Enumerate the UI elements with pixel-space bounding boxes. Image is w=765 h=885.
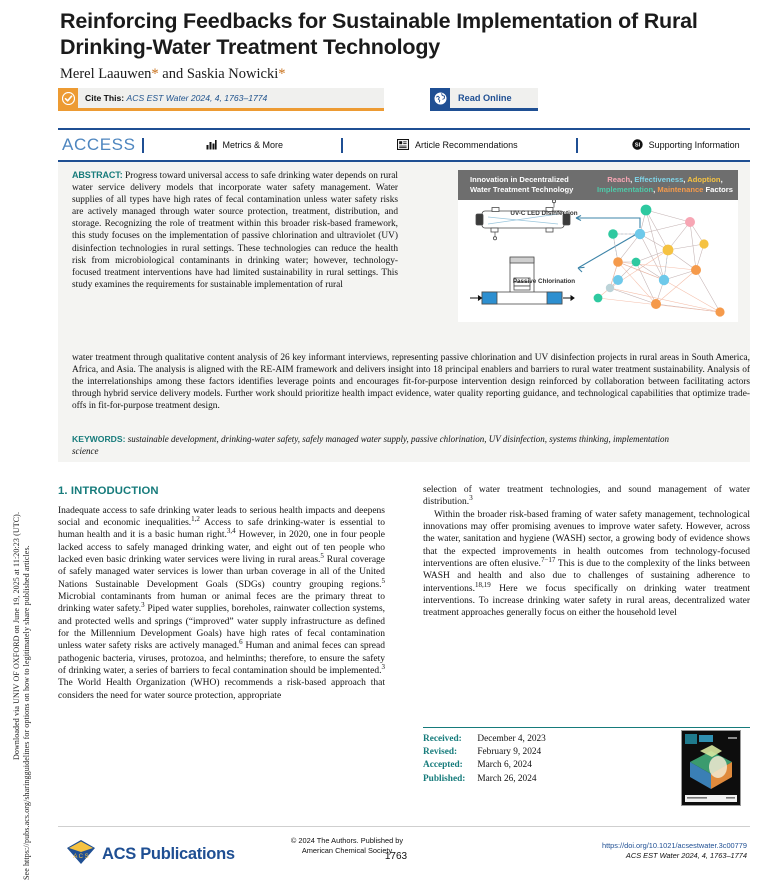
article-recommendations-link[interactable] xyxy=(397,139,518,152)
node-maintenance xyxy=(613,257,623,267)
date-row xyxy=(423,759,546,772)
abstract-left-column xyxy=(72,170,398,291)
divider xyxy=(142,138,144,153)
figure-caption-uv: UV-C LED Disinfection xyxy=(510,210,578,217)
keywords-text: sustainable development, drinking-water safety, safely managed water supply, passive chlorination, UV disinfection, systems thinking, implementation science xyxy=(72,434,669,456)
copyright-line-2: American Chemical Society xyxy=(301,845,393,855)
paragraph: Within the broader risk-based framing of water safety management, technological innovations may offer promising avenues to improve water safety. However, across the water, sanitation and hygiene (WASH) sector, a growing body of evidence shows that the expected improvements in health outcomes from technology-focused interventions are often elusive.$^{7-17}$ This is due to the complexity of the links between WASH and health and also due to challenges of sustaining adherence to interventions.$^{18,19}$ Here we focus specifically on drinking water treatment interventions. To increase drinking water safety in rural areas, decentralized water treatment approaches generally focus on either the household level xyxy=(423,509,750,619)
node-implementation-2 xyxy=(608,229,618,239)
publication-dates xyxy=(423,733,546,786)
metrics-and-more-label: Metrics & More xyxy=(222,140,284,150)
author-list xyxy=(60,66,750,83)
figure-body xyxy=(458,200,738,322)
cite-this-label: Cite This: xyxy=(85,93,125,103)
node-reach xyxy=(685,217,695,227)
supporting-information-link[interactable] xyxy=(632,139,740,152)
node-effectiveness-3 xyxy=(613,275,623,285)
dates-divider xyxy=(423,727,750,728)
reaim-line2: Implementation, Maintenance Factors xyxy=(597,185,733,195)
node-adoption xyxy=(699,239,708,248)
date-label: Accepted: xyxy=(423,760,463,771)
date-label: Revised: xyxy=(423,747,458,758)
cite-reference[interactable]: ACS EST Water 2024, 4, 1763–1774 xyxy=(126,93,268,103)
node-neutral xyxy=(606,284,614,292)
figure-header-left: Innovation in Decentralized Water Treatment Technology xyxy=(470,175,574,195)
node-maintenance-4 xyxy=(715,307,724,316)
date-row xyxy=(423,773,546,786)
supporting-information-label: Supporting Information xyxy=(648,140,740,150)
copyright-line-1: © 2024 The Authors. Published by xyxy=(290,836,404,845)
access-label: ACCESS xyxy=(62,135,136,154)
body-column-right xyxy=(423,484,750,620)
download-note: Downloaded via UNIV OF OXFORD on June 19, 2025 at 11:20:23 (UTC). xyxy=(12,511,21,760)
paragraph: Inadequate access to safe drinking water leads to serious health impacts and deepens social and economic inequalities.$^{1,2}$ Access to safe drinking-water is essential to human health and it is a basic human right.$^{3,4}$ However, in 2020, one in four people lacked access to safely managed drinking water, and eight out of ten people who lacked even basic drinking water services were living in rural areas.$^5$ Rural coverage of safely managed water services is lower than urban coverage in all of the United Nations Sustainable Development Goals (SDGs) country grouping regions.$^5$ Microbial contaminants from human or animal feces are the primary threat to drinking water safety.$^3$ Piped water supplies, boreholes, rainwater collection systems, and protected wells and springs (“improved” water supply infrastructure as defined for the Millennium Development Goals) have high rates of fecal contamination unless water safety risks are actively managed.$^6$ Human and animal feces can spread pathogenic bacteria, viruses, protozoa, and helminths; therefore, to ensure the safety of drinking water, a series of barriers to fecal contamination should be implemented.$^3$ The World Health Organization (WHO) recommends a risk-based approach that considers the need for water source protection, appropriate xyxy=(58,505,386,701)
cite-this-text xyxy=(85,93,267,103)
paragraph: selection of water treatment technologies, and sound management of water distribution.$^3$ xyxy=(423,485,750,508)
node-effectiveness-2 xyxy=(659,275,669,285)
journal-citation: ACS EST Water 2024, 4, 1763–1774 xyxy=(625,851,747,861)
doi-link[interactable]: https://doi.org/10.1021/acsestwater.3c00779 xyxy=(601,841,747,850)
footer-divider xyxy=(58,826,750,827)
date-value: February 9, 2024 xyxy=(477,747,542,758)
date-value: December 4, 2023 xyxy=(477,734,546,744)
doi-block xyxy=(602,841,747,861)
node-implementation-3 xyxy=(632,258,641,267)
keywords-block xyxy=(72,434,672,457)
article-page xyxy=(36,0,765,885)
figure-caption-passive: Passive Chlorination xyxy=(512,278,576,285)
article-recommendations-label: Article Recommendations xyxy=(415,140,518,150)
si-circle-icon xyxy=(632,139,643,152)
date-row xyxy=(423,746,546,759)
abstract-panel xyxy=(58,162,750,462)
article-list-icon xyxy=(397,139,409,152)
figure-header-right xyxy=(594,175,736,195)
node-maintenance-3 xyxy=(651,299,661,309)
read-online-button[interactable] xyxy=(430,88,538,111)
node-implementation-4 xyxy=(594,294,603,303)
date-row xyxy=(423,733,546,746)
bar-chart-icon xyxy=(206,139,217,152)
node-effectiveness xyxy=(635,229,645,239)
body-column-left xyxy=(58,484,385,702)
author-names: Merel Laauwen* and Saskia Nowicki* xyxy=(60,66,286,82)
read-online-label: Read Online xyxy=(458,93,512,103)
acs-publications-label: ACS Publications xyxy=(102,845,235,863)
abstract-full-width: water treatment through qualitative content analysis of 26 key informant interviews, representing passive chlorination and UV disinfection projects in rural areas in South America, Africa, and Asia. The analysis is aligned with the RE-AIM framework and delivers insight into 18 principal enablers and barriers to rural water treatment sustainability. Analysis of the interrelationships among these factors identifies leverage points and encourages fit-for-purpose intervention design reinforced by collaboration between facilitating actors through hybrid service delivery models. Further work should prioritize health impact evidence, water quality reporting guidance, and technological capabilities that optimize trade-offs in fit-for-purpose treatment design. xyxy=(72,353,750,412)
access-bar xyxy=(58,128,750,162)
sharing-note: See https://pubs.acs.org/sharingguidelines for options on how to legitimately share published articles. xyxy=(22,545,31,880)
page-number: 1763 xyxy=(384,851,408,862)
figure-illustration xyxy=(458,200,738,322)
cite-this-bar[interactable] xyxy=(58,88,384,111)
graphical-abstract xyxy=(458,170,738,322)
globe-icon xyxy=(430,88,450,108)
journal-cover-thumbnail xyxy=(681,730,741,806)
date-label: Published: xyxy=(423,773,466,784)
node-adoption-2 xyxy=(663,245,674,256)
abstract-text-part1: Progress toward universal access to safe drinking water depends on rural water service delivery models that incorporate water safety management. Water supplies of all types have high rates of fecal contamination unless water safety risks are actively managed through water source protection, treatment, distribution, and storage. Recognizing the role of treatment within this broader risk-based framework, this study focuses on the implementation of passive chlorination and ultraviolet (UV) disinfection technologies in rural settings. These technologies can reduce the health risk from microbiological contaminants in drinking water; however, technology-focused treatment interventions have had limited sustainability in rural settings. This study examines the requirements for sustainable implementation of rural xyxy=(72,171,398,290)
divider xyxy=(341,138,343,153)
node-maintenance-2 xyxy=(691,265,701,275)
page-title: Reinforcing Feedbacks for Sustainable Implementation of Rural Drinking-Water Treatment Technology xyxy=(60,9,698,60)
node-implementation xyxy=(641,205,652,216)
acs-diamond-icon xyxy=(66,838,96,871)
abstract-label: ABSTRACT: xyxy=(72,170,123,180)
svg-text:A C S: A C S xyxy=(73,854,89,860)
svg-text:SI: SI xyxy=(634,142,640,149)
section-heading-introduction: 1. INTRODUCTION xyxy=(58,485,159,497)
metrics-and-more-link[interactable] xyxy=(206,139,284,152)
check-circle-icon xyxy=(58,88,78,108)
keywords-label: KEYWORDS: xyxy=(72,434,126,444)
reaim-line1: Reach, Effectiveness, Adoption, xyxy=(607,175,723,184)
date-value: March 6, 2024 xyxy=(477,760,532,771)
download-sidebar xyxy=(0,0,36,885)
acs-publications-logo[interactable] xyxy=(66,838,235,871)
date-value: March 26, 2024 xyxy=(477,773,537,784)
date-label: Received: xyxy=(423,734,462,744)
divider xyxy=(576,138,578,153)
